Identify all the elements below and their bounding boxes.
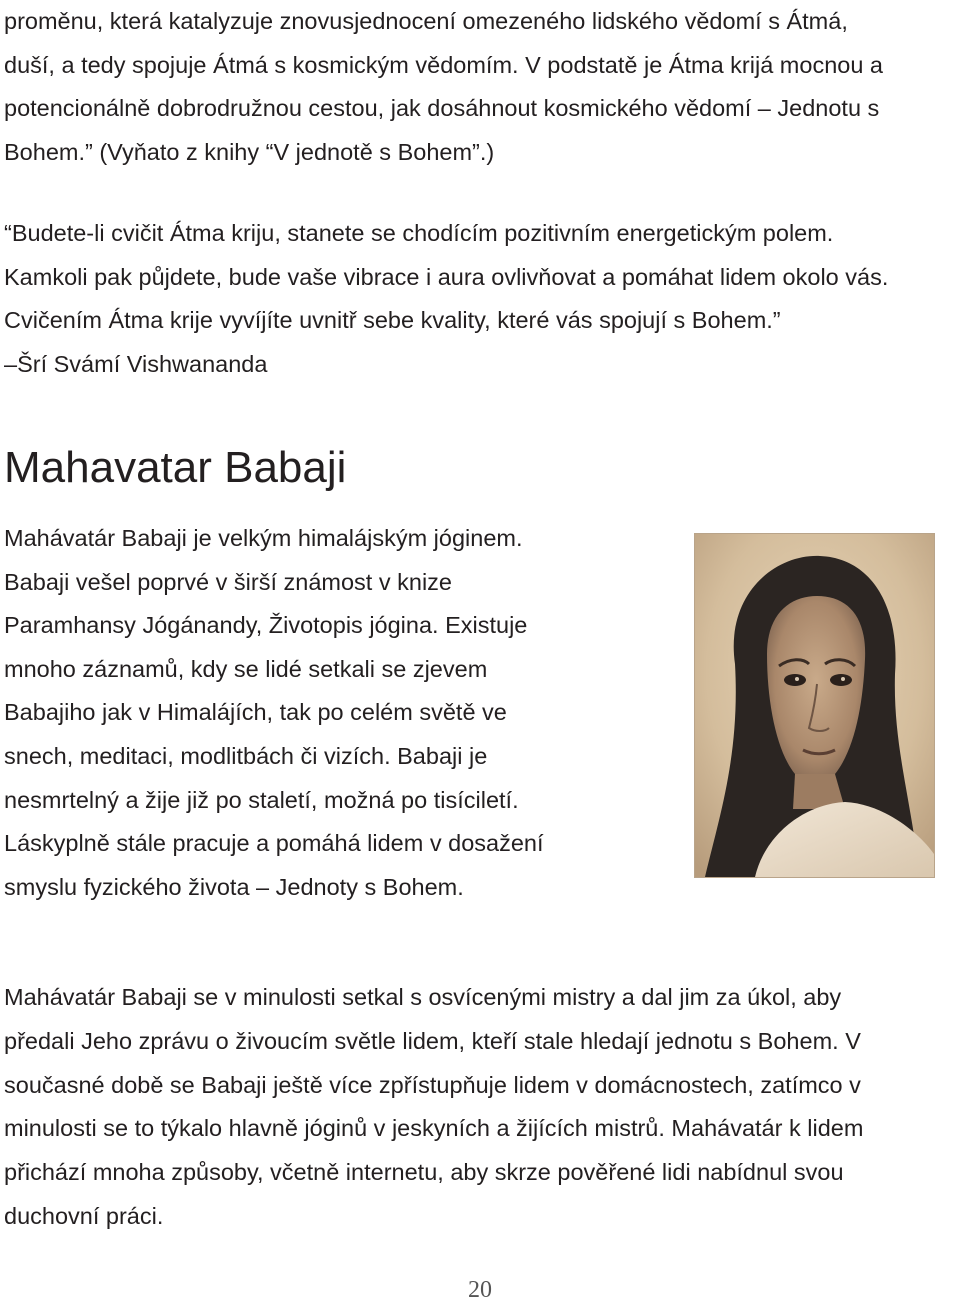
text-line: Cvičením Átma krije vyvíjíte uvnitř sebe kvality, které vás spojují s Bohem.” xyxy=(4,307,781,333)
text-line: Mahávatár Babaji je velkým himalájským jóginem. xyxy=(4,525,523,551)
page-number: 20 xyxy=(468,1277,492,1303)
text-line: duší, a tedy spojuje Átmá s kosmickým vědomím. V podstatě je Átma krijá mocnou a xyxy=(4,51,884,78)
text-line: potencionálně dobrodružnou cestou, jak dosáhnout kosmického vědomí – Jednotu s xyxy=(4,95,880,121)
babaji-past-paragraph xyxy=(4,976,863,1239)
text-line: Paramhansy Jógánandy, Životopis jógina. Existuje xyxy=(4,612,528,639)
text-line: snech, meditaci, modlitbách či vizích. Babaji je xyxy=(4,742,488,769)
text-line: “Budete-li cvičit Átma kriju, stanete se chodícím pozitivním energetickým polem. xyxy=(4,220,834,246)
text-line: smyslu fyzického života – Jednoty s Bohem. xyxy=(4,873,464,900)
text-line: přichází mnoha způsoby, včetně internetu, aby skrze pověřené lidi nabídnul svou xyxy=(4,1159,844,1186)
babaji-intro-paragraph xyxy=(4,517,544,909)
intro-paragraph xyxy=(4,0,883,174)
text-line: minulosti se to týkalo hlavně jóginů v jeskyních a žijících mistrů. Mahávatár k lidem xyxy=(4,1115,864,1142)
text-line: Kamkoli pak půjdete, bude vaše vibrace i aura ovlivňovat a pomáhat lidem okolo vás. xyxy=(4,263,889,290)
text-line: předali Jeho zprávu o živoucím světle lidem, kteří stale hledají jednotu s Bohem. V xyxy=(4,1027,861,1054)
text-line: současné době se Babaji ještě více zpřístupňuje lidem v domácnostech, zatímco v xyxy=(4,1071,861,1098)
babaji-portrait xyxy=(694,533,935,878)
text-line: Láskyplně stále pracuje a pomáhá lidem v dosažení xyxy=(4,830,544,857)
quote-paragraph xyxy=(4,212,888,386)
text-line: Mahávatár Babaji se v minulosti setkal s osvícenými mistry a dal jim za úkol, aby xyxy=(4,984,842,1010)
text-line: nesmrtelný a žije již po staletí, možná po tisíciletí. xyxy=(4,786,519,813)
text-line: Bohem.” (Vyňato z knihy “V jednotě s Bohem”.) xyxy=(4,138,495,165)
text-line: Babajiho jak v Himalájích, tak po celém světě ve xyxy=(4,699,507,726)
text-line: proměnu, která katalyzuje znovusjednocení omezeného lidského vědomí s Átmá, xyxy=(4,8,848,34)
text-line: Babaji vešel poprvé v širší známost v knize xyxy=(4,568,452,595)
quote-author: –Šrí Svámí Vishwananda xyxy=(4,350,268,377)
text-line: mnoho záznamů, kdy se lidé setkali se zjevem xyxy=(4,655,488,682)
section-heading: Mahavatar Babaji xyxy=(4,443,347,492)
text-line: duchovní práci. xyxy=(4,1202,164,1229)
